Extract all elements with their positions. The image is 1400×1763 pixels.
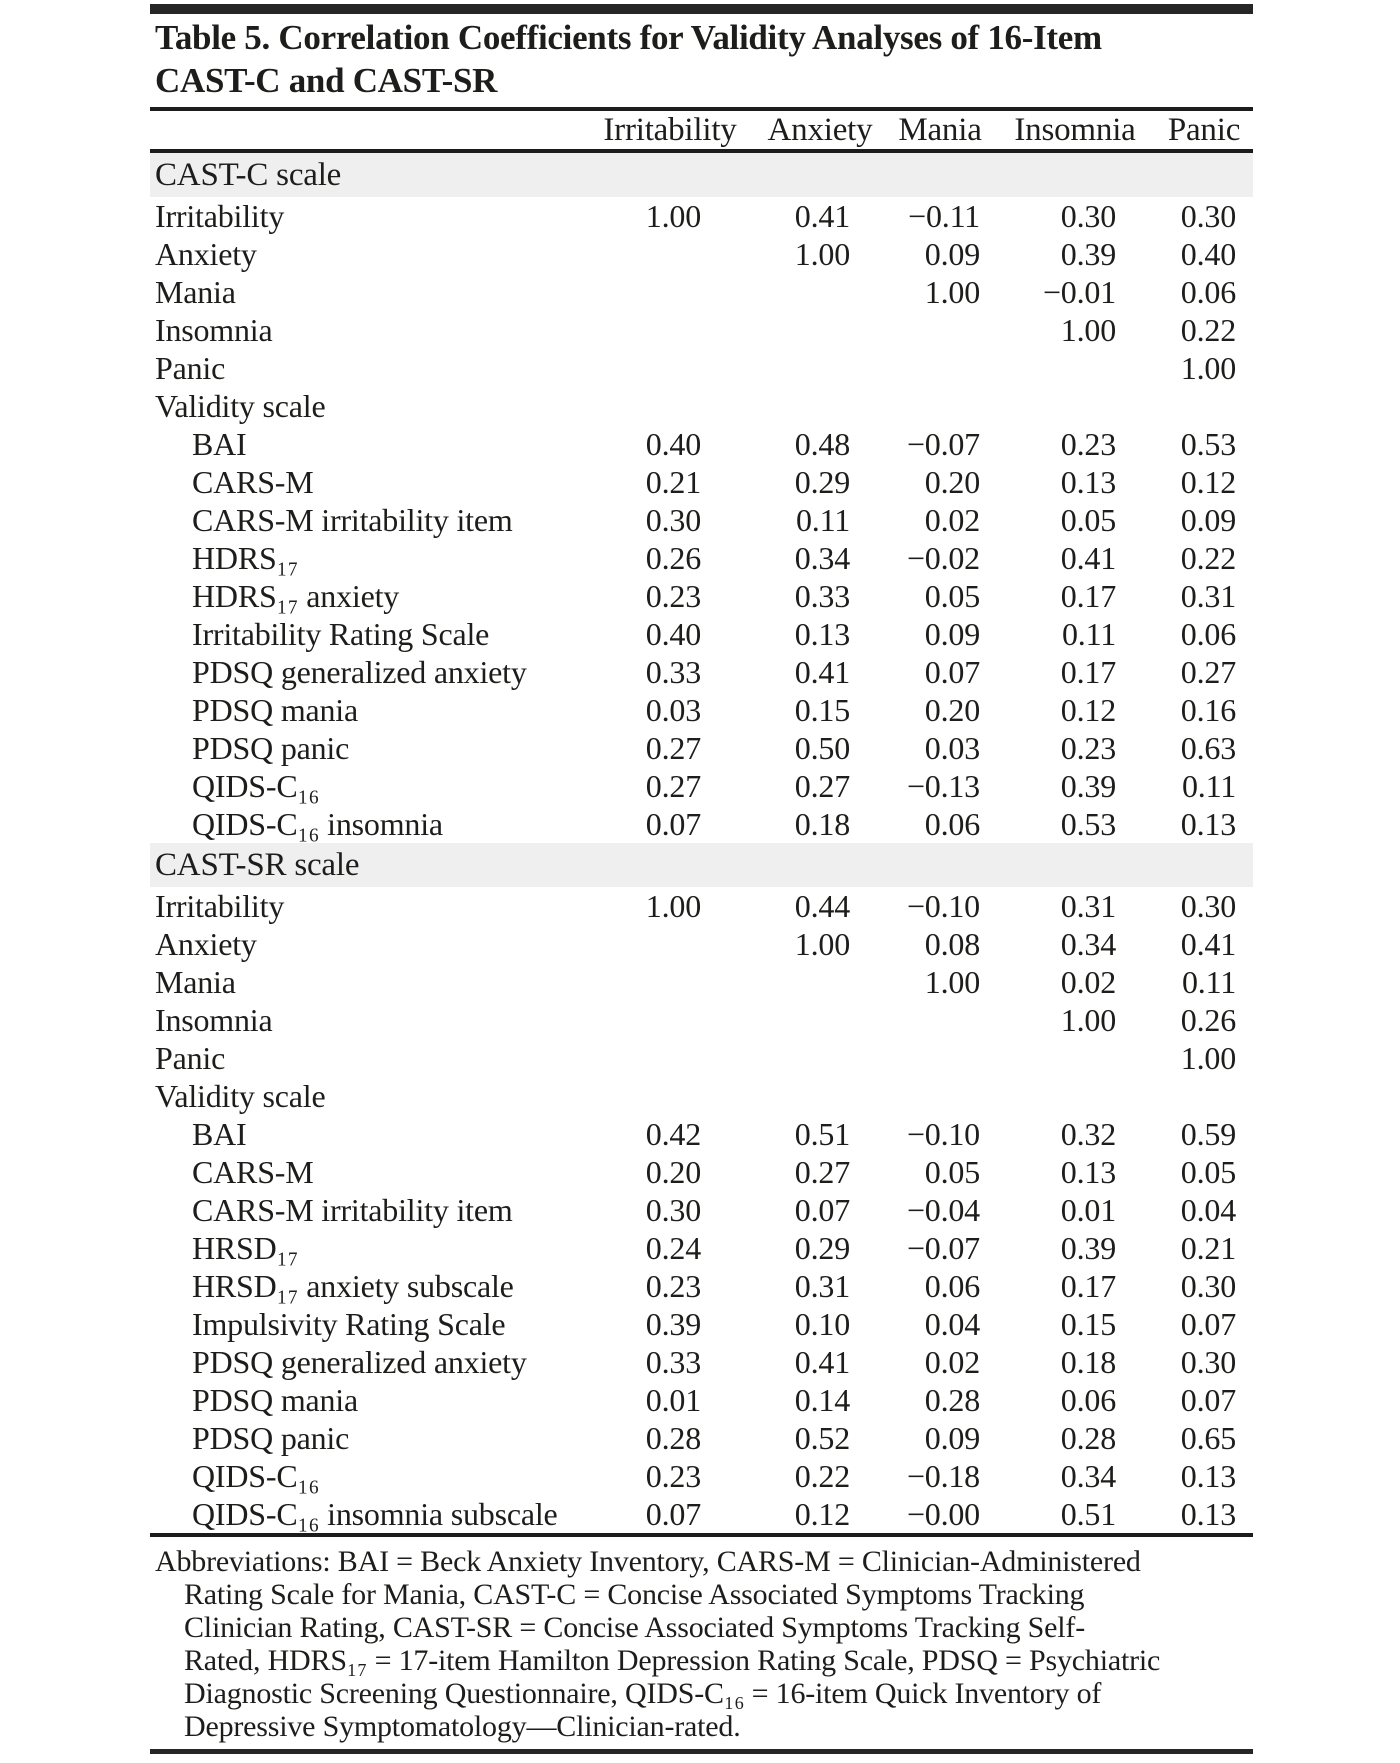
value-cell: 0.30 xyxy=(1180,888,1236,924)
row-label: QIDS-C₁₆ xyxy=(192,1458,320,1494)
value-cell: 0.27 xyxy=(1180,654,1236,690)
footnote-line: Depressive Symptomatology—Clinician-rated. xyxy=(184,1710,741,1743)
value-cell: 0.42 xyxy=(645,1116,701,1152)
table-bottom-rule xyxy=(150,1749,1253,1754)
row-label: CARS-M irritability item xyxy=(192,1192,513,1228)
row-label: PDSQ mania xyxy=(192,1382,359,1418)
value-cell xyxy=(995,1077,1155,1115)
table-top-rule xyxy=(150,4,1253,14)
value-cell: 0.03 xyxy=(924,730,980,766)
value-cell: 0.34 xyxy=(1060,926,1116,962)
row-label: Irritability Rating Scale xyxy=(192,616,490,652)
value-cell: 0.20 xyxy=(924,464,980,500)
table-row xyxy=(150,501,1253,539)
value-cell: 0.11 xyxy=(1181,768,1236,804)
value-cell: 0.13 xyxy=(1180,806,1236,842)
footnote-line: Rating Scale for Mania, CAST-C = Concise Associated Symptoms Tracking xyxy=(184,1578,1085,1611)
value-cell: 0.04 xyxy=(1180,1192,1236,1228)
value-cell: 0.39 xyxy=(1060,1230,1116,1266)
row-label: Panic xyxy=(155,350,226,386)
value-cell xyxy=(585,311,755,349)
row-label: QIDS-C₁₆ xyxy=(192,768,320,804)
value-cell: 0.29 xyxy=(794,464,850,500)
value-cell: 0.34 xyxy=(794,540,850,576)
table-footnote xyxy=(150,1545,1253,1743)
header-irritability: Irritability xyxy=(585,109,755,151)
value-cell: 0.12 xyxy=(1180,464,1236,500)
value-cell xyxy=(1155,1077,1253,1115)
value-cell: 0.50 xyxy=(794,730,850,766)
row-label: Impulsivity Rating Scale xyxy=(192,1306,506,1342)
row-label: CARS-M xyxy=(192,1154,314,1190)
value-cell: 0.06 xyxy=(924,806,980,842)
value-cell: 0.41 xyxy=(794,1344,850,1380)
table-row xyxy=(150,197,1253,235)
value-cell: 0.65 xyxy=(1180,1420,1236,1456)
table-row xyxy=(150,1001,1253,1039)
value-cell: 1.00 xyxy=(1060,312,1116,348)
value-cell: 0.31 xyxy=(794,1268,850,1304)
value-cell: 0.02 xyxy=(924,1344,980,1380)
table-title-line-1: Table 5. Correlation Coefficients for Validity Analyses of 16-Item xyxy=(155,18,1102,57)
value-cell: −0.07 xyxy=(906,1230,980,1266)
header-row xyxy=(150,109,1253,151)
value-cell: 0.41 xyxy=(794,654,850,690)
value-cell: 0.51 xyxy=(1060,1496,1116,1532)
value-cell xyxy=(585,235,755,273)
table-row xyxy=(150,1457,1253,1495)
value-cell: 0.53 xyxy=(1180,426,1236,462)
value-cell: 0.30 xyxy=(645,1192,701,1228)
value-cell xyxy=(995,349,1155,387)
value-cell: 1.00 xyxy=(924,274,980,310)
table-row xyxy=(150,387,1253,425)
value-cell: 0.04 xyxy=(924,1306,980,1342)
value-cell: −0.02 xyxy=(906,540,980,576)
value-cell: 0.07 xyxy=(645,1496,701,1532)
value-cell: 0.22 xyxy=(1180,540,1236,576)
value-cell: 0.15 xyxy=(1060,1306,1116,1342)
table-row xyxy=(150,1495,1253,1535)
value-cell: 0.05 xyxy=(1060,502,1116,538)
row-label: PDSQ generalized anxiety xyxy=(192,1344,527,1380)
value-cell: 0.06 xyxy=(1180,274,1236,310)
header-empty-cell xyxy=(150,109,585,151)
value-cell: 0.06 xyxy=(1180,616,1236,652)
row-label: HDRS₁₇ anxiety xyxy=(192,578,400,614)
value-cell: 0.10 xyxy=(794,1306,850,1342)
row-label: Insomnia xyxy=(155,312,273,348)
value-cell: 0.17 xyxy=(1060,654,1116,690)
value-cell: −0.00 xyxy=(906,1496,980,1532)
row-label: Irritability xyxy=(155,888,285,924)
value-cell: 0.44 xyxy=(794,888,850,924)
value-cell: 0.12 xyxy=(794,1496,850,1532)
value-cell: 0.09 xyxy=(924,616,980,652)
header-insomnia: Insomnia xyxy=(995,109,1155,151)
table-row xyxy=(150,1039,1253,1077)
section-header-row xyxy=(150,151,1253,197)
table-row xyxy=(150,1229,1253,1267)
value-cell xyxy=(885,387,995,425)
value-cell xyxy=(585,349,755,387)
value-cell xyxy=(755,963,885,1001)
table-row xyxy=(150,925,1253,963)
value-cell: −0.13 xyxy=(906,768,980,804)
table-row xyxy=(150,311,1253,349)
row-label: Panic xyxy=(155,1040,226,1076)
value-cell xyxy=(885,1077,995,1115)
table-row xyxy=(150,539,1253,577)
value-cell: −0.10 xyxy=(906,1116,980,1152)
table-row xyxy=(150,805,1253,843)
table-row xyxy=(150,425,1253,463)
value-cell: 0.39 xyxy=(645,1306,701,1342)
value-cell: 0.41 xyxy=(794,198,850,234)
value-cell: 0.53 xyxy=(1060,806,1116,842)
footnote-line: Diagnostic Screening Questionnaire, QIDS-C₁₆ = 16-item Quick Inventory of xyxy=(184,1677,1102,1710)
value-cell: 0.26 xyxy=(1180,1002,1236,1038)
value-cell: 0.33 xyxy=(794,578,850,614)
value-cell: 0.51 xyxy=(794,1116,850,1152)
value-cell: −0.18 xyxy=(906,1458,980,1494)
value-cell: 0.23 xyxy=(1060,426,1116,462)
value-cell: 0.11 xyxy=(795,502,850,538)
value-cell: 0.52 xyxy=(794,1420,850,1456)
value-cell: 0.27 xyxy=(645,768,701,804)
value-cell: 0.06 xyxy=(1060,1382,1116,1418)
value-cell: 0.27 xyxy=(794,1154,850,1190)
value-cell: 0.33 xyxy=(645,654,701,690)
row-label: BAI xyxy=(192,1116,247,1152)
value-cell: 0.12 xyxy=(1060,692,1116,728)
value-cell xyxy=(885,1001,995,1039)
value-cell: 0.21 xyxy=(1180,1230,1236,1266)
footnote-line: Abbreviations: BAI = Beck Anxiety Inventory, CARS-M = Clinician-Administered xyxy=(155,1545,1141,1578)
table-row xyxy=(150,1381,1253,1419)
value-cell: 0.23 xyxy=(645,1458,701,1494)
table-row xyxy=(150,653,1253,691)
value-cell: 0.08 xyxy=(924,926,980,962)
value-cell: 0.11 xyxy=(1061,616,1116,652)
value-cell: 1.00 xyxy=(1180,350,1236,386)
correlation-table xyxy=(150,107,1253,1537)
value-cell: 1.00 xyxy=(645,198,701,234)
table-row xyxy=(150,1305,1253,1343)
value-cell xyxy=(585,1001,755,1039)
table-row xyxy=(150,273,1253,311)
value-cell: −0.11 xyxy=(908,198,980,234)
footnote-line: Rated, HDRS₁₇ = 17-item Hamilton Depression Rating Scale, PDSQ = Psychiatric xyxy=(184,1644,1161,1677)
value-cell: 0.41 xyxy=(1060,540,1116,576)
value-cell xyxy=(585,387,755,425)
section-header: CAST-SR scale xyxy=(150,843,1253,887)
value-cell: 0.30 xyxy=(1060,198,1116,234)
table-row xyxy=(150,1077,1253,1115)
value-cell: 0.28 xyxy=(1060,1420,1116,1456)
row-label: HRSD₁₇ anxiety subscale xyxy=(192,1268,514,1304)
value-cell: 0.07 xyxy=(1180,1382,1236,1418)
value-cell: 1.00 xyxy=(924,964,980,1000)
value-cell: 0.13 xyxy=(1060,464,1116,500)
row-label: Insomnia xyxy=(155,1002,273,1038)
row-label: PDSQ mania xyxy=(192,692,359,728)
table-title xyxy=(150,16,1253,102)
value-cell: 0.05 xyxy=(1180,1154,1236,1190)
value-cell: 0.24 xyxy=(645,1230,701,1266)
header-mania: Mania xyxy=(885,109,995,151)
value-cell xyxy=(995,1039,1155,1077)
value-cell: 0.09 xyxy=(1180,502,1236,538)
table-row xyxy=(150,729,1253,767)
value-cell: 0.07 xyxy=(1180,1306,1236,1342)
value-cell: 0.07 xyxy=(794,1192,850,1228)
value-cell: 1.00 xyxy=(1060,1002,1116,1038)
table-row xyxy=(150,691,1253,729)
value-cell: 0.22 xyxy=(1180,312,1236,348)
table-figure xyxy=(150,0,1253,1754)
value-cell: 0.17 xyxy=(1060,578,1116,614)
value-cell: 0.01 xyxy=(645,1382,701,1418)
row-label: PDSQ panic xyxy=(192,730,350,766)
value-cell: 0.06 xyxy=(924,1268,980,1304)
table-row xyxy=(150,963,1253,1001)
row-label: Irritability xyxy=(155,198,285,234)
value-cell: 0.63 xyxy=(1180,730,1236,766)
table-row xyxy=(150,767,1253,805)
table-row xyxy=(150,1153,1253,1191)
value-cell: 1.00 xyxy=(645,888,701,924)
value-cell xyxy=(755,1077,885,1115)
row-label: Validity scale xyxy=(155,388,326,424)
footnote-line: Clinician Rating, CAST-SR = Concise Associated Symptoms Tracking Self- xyxy=(184,1611,1086,1644)
value-cell: 0.16 xyxy=(1180,692,1236,728)
value-cell: 0.13 xyxy=(1060,1154,1116,1190)
row-label: PDSQ generalized anxiety xyxy=(192,654,527,690)
row-label: Mania xyxy=(155,964,236,1000)
value-cell: 0.18 xyxy=(1060,1344,1116,1380)
value-cell: 0.23 xyxy=(645,1268,701,1304)
value-cell xyxy=(755,1001,885,1039)
value-cell xyxy=(585,963,755,1001)
value-cell: 0.30 xyxy=(1180,198,1236,234)
value-cell: 0.40 xyxy=(645,616,701,652)
value-cell: 0.05 xyxy=(924,1154,980,1190)
value-cell: 0.31 xyxy=(1180,578,1236,614)
value-cell: 0.20 xyxy=(645,1154,701,1190)
value-cell: 0.03 xyxy=(645,692,701,728)
row-label: Anxiety xyxy=(155,926,257,962)
value-cell: 0.05 xyxy=(924,578,980,614)
table-row xyxy=(150,1115,1253,1153)
value-cell: 0.39 xyxy=(1060,236,1116,272)
value-cell: −0.07 xyxy=(906,426,980,462)
value-cell: −0.01 xyxy=(1042,274,1116,310)
row-label: Mania xyxy=(155,274,236,310)
value-cell: 0.20 xyxy=(924,692,980,728)
value-cell: 0.23 xyxy=(645,578,701,614)
value-cell: 0.15 xyxy=(794,692,850,728)
section-header: CAST-C scale xyxy=(150,151,1253,197)
value-cell xyxy=(585,1039,755,1077)
value-cell: 0.22 xyxy=(794,1458,850,1494)
value-cell: 0.30 xyxy=(1180,1344,1236,1380)
row-label: CARS-M xyxy=(192,464,314,500)
value-cell: 0.13 xyxy=(1180,1496,1236,1532)
value-cell: 0.11 xyxy=(1181,964,1236,1000)
value-cell: 0.59 xyxy=(1180,1116,1236,1152)
table-row xyxy=(150,1343,1253,1381)
value-cell xyxy=(585,1077,755,1115)
table-row xyxy=(150,235,1253,273)
value-cell xyxy=(585,273,755,311)
value-cell: 0.13 xyxy=(1180,1458,1236,1494)
value-cell: 0.02 xyxy=(924,502,980,538)
row-label: QIDS-C₁₆ insomnia subscale xyxy=(192,1496,558,1532)
value-cell xyxy=(585,925,755,963)
value-cell xyxy=(755,1039,885,1077)
value-cell: 0.18 xyxy=(794,806,850,842)
value-cell: −0.04 xyxy=(906,1192,980,1228)
value-cell xyxy=(995,387,1155,425)
value-cell: 0.29 xyxy=(794,1230,850,1266)
table-header xyxy=(150,109,1253,151)
value-cell: 0.27 xyxy=(794,768,850,804)
value-cell: 0.30 xyxy=(645,502,701,538)
value-cell: 0.34 xyxy=(1060,1458,1116,1494)
value-cell: 0.21 xyxy=(645,464,701,500)
value-cell: 0.28 xyxy=(924,1382,980,1418)
table-row xyxy=(150,615,1253,653)
table-row xyxy=(150,463,1253,501)
value-cell xyxy=(885,349,995,387)
header-panic: Panic xyxy=(1155,109,1253,151)
value-cell: 0.01 xyxy=(1060,1192,1116,1228)
table-row xyxy=(150,577,1253,615)
value-cell: 0.17 xyxy=(1060,1268,1116,1304)
value-cell: 0.48 xyxy=(794,426,850,462)
table-title-line-2: CAST-C and CAST-SR xyxy=(155,61,498,100)
value-cell: 0.32 xyxy=(1060,1116,1116,1152)
value-cell: 0.09 xyxy=(924,236,980,272)
table-row xyxy=(150,1267,1253,1305)
value-cell: 0.02 xyxy=(1060,964,1116,1000)
row-label: CARS-M irritability item xyxy=(192,502,513,538)
value-cell: 0.40 xyxy=(645,426,701,462)
value-cell: 0.27 xyxy=(645,730,701,766)
value-cell: 1.00 xyxy=(1180,1040,1236,1076)
value-cell: 0.41 xyxy=(1180,926,1236,962)
value-cell: 1.00 xyxy=(794,926,850,962)
value-cell xyxy=(1155,387,1253,425)
value-cell: 0.40 xyxy=(1180,236,1236,272)
value-cell: 0.09 xyxy=(924,1420,980,1456)
value-cell: 0.07 xyxy=(645,806,701,842)
value-cell xyxy=(755,273,885,311)
row-label: PDSQ panic xyxy=(192,1420,350,1456)
value-cell: 0.33 xyxy=(645,1344,701,1380)
value-cell: −0.10 xyxy=(906,888,980,924)
value-cell: 0.23 xyxy=(1060,730,1116,766)
row-label: Validity scale xyxy=(155,1078,326,1114)
table-row xyxy=(150,1419,1253,1457)
value-cell xyxy=(755,387,885,425)
value-cell xyxy=(885,1039,995,1077)
table-body xyxy=(150,151,1253,1535)
header-anxiety: Anxiety xyxy=(755,109,885,151)
value-cell: 0.26 xyxy=(645,540,701,576)
value-cell: 0.39 xyxy=(1060,768,1116,804)
section-header-row xyxy=(150,843,1253,887)
table-row xyxy=(150,1191,1253,1229)
value-cell: 0.31 xyxy=(1060,888,1116,924)
value-cell: 0.30 xyxy=(1180,1268,1236,1304)
row-label: QIDS-C₁₆ insomnia xyxy=(192,806,443,842)
value-cell xyxy=(755,311,885,349)
value-cell: 0.07 xyxy=(924,654,980,690)
table-row xyxy=(150,887,1253,925)
value-cell xyxy=(885,311,995,349)
value-cell: 0.14 xyxy=(794,1382,850,1418)
row-label: Anxiety xyxy=(155,236,257,272)
table-row xyxy=(150,349,1253,387)
row-label: BAI xyxy=(192,426,247,462)
value-cell: 1.00 xyxy=(794,236,850,272)
value-cell xyxy=(755,349,885,387)
row-label: HDRS₁₇ xyxy=(192,540,299,576)
value-cell: 0.13 xyxy=(794,616,850,652)
value-cell: 0.28 xyxy=(645,1420,701,1456)
row-label: HRSD₁₇ xyxy=(192,1230,299,1266)
